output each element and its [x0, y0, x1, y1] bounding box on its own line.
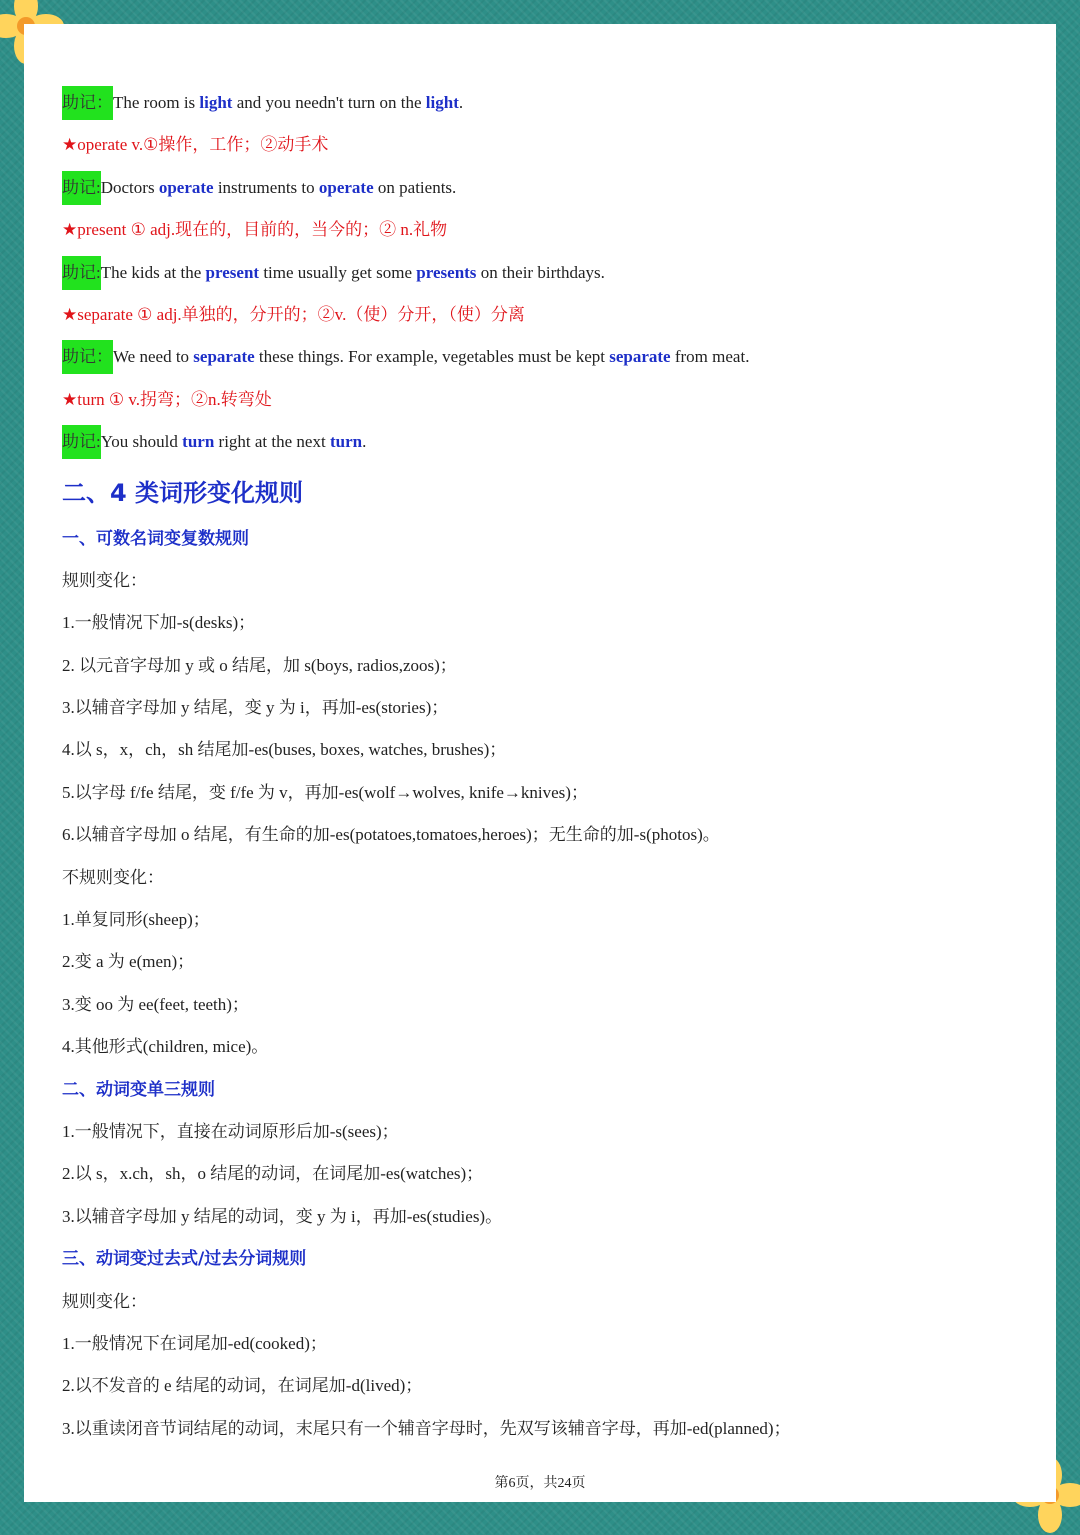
- keyword: operate: [318, 177, 374, 197]
- document-page: [24, 24, 1056, 1502]
- vocab-entry-present: ★present ① adj.现在的，目前的，当今的；② n.礼物: [62, 220, 448, 240]
- rule-item: 3.以辅音字母加 y 结尾的动词，变 y 为 i，再加-es(studies)。: [62, 1206, 503, 1226]
- text: time usually get some: [259, 262, 417, 282]
- mnemonic-tag: 助记:: [62, 256, 101, 290]
- text: on their birthdays.: [476, 262, 605, 282]
- keyword: turn: [329, 432, 363, 452]
- rule-item: 2.变 a 为 e(men)；: [62, 952, 195, 972]
- subsection-title-past-tense: 三、动词变过去式/过去分词规则: [62, 1249, 307, 1270]
- regular-label: 规则变化：: [62, 570, 147, 590]
- keyword: light: [199, 93, 233, 112]
- mnemonic-tag: 助记:: [62, 171, 101, 205]
- text: The room is: [113, 93, 200, 112]
- mnemonic-tag: 助记：: [62, 86, 113, 120]
- text: Doctors: [100, 177, 159, 197]
- vocab-entry-separate: ★separate ① adj.单独的，分开的；②v.（使）分开，（使）分离: [62, 304, 525, 324]
- mnemonic-line-present: [62, 252, 1032, 294]
- vocab-entry-operate: ★operate v.①操作，工作；②动手术: [62, 135, 329, 155]
- keyword: separate: [609, 347, 671, 367]
- text: from meat.: [670, 347, 750, 367]
- text: instruments to: [213, 177, 319, 197]
- text: on patients.: [373, 177, 457, 197]
- mnemonic-line-light: [62, 82, 1032, 124]
- rule-item: 2. 以元音字母加 y 或 o 结尾，加 s(boys, radios,zoos)；: [62, 655, 457, 675]
- rule-item: 1.单复同形(sheep)；: [62, 910, 210, 930]
- text: The kids at the: [100, 262, 206, 282]
- rule-item: 4.以 s，x，ch，sh 结尾加-es(buses, boxes, watches, brushes)；: [62, 740, 507, 760]
- rule-item: 1.一般情况下加-s(desks)；: [62, 613, 256, 633]
- rule-item: 3.以重读闭音节词结尾的动词，末尾只有一个辅音字母时，先双写该辅音字母，再加-ed(planned)；: [62, 1418, 791, 1438]
- subsection-title-third-person: 二、动词变单三规则: [62, 1079, 215, 1100]
- page-number: 第6页，共24页: [494, 1476, 586, 1491]
- keyword: separate: [193, 347, 255, 367]
- rule-item: 5.以字母 f/fe 结尾，变 f/fe 为 v，再加-es(wolf→wolves, knife→knives)；: [62, 782, 588, 802]
- rule-item: 3.以辅音字母加 y 结尾，变 y 为 i，再加-es(stories)；: [62, 698, 449, 718]
- rule-item: 1.一般情况下，直接在动词原形后加-s(sees)；: [62, 1121, 399, 1141]
- text: and you needn't turn on the: [232, 93, 426, 112]
- mnemonic-line-turn: [62, 421, 1032, 463]
- text: .: [362, 432, 367, 452]
- rule-item: 6.以辅音字母加 o 结尾，有生命的加-es(potatoes,tomatoes,heroes)；无生命的加-s(photos)。: [62, 825, 720, 845]
- mnemonic-line-separate: [62, 336, 1032, 378]
- text: .: [458, 93, 464, 112]
- text: We need to: [113, 347, 194, 367]
- keyword: operate: [158, 177, 214, 197]
- text: You should: [100, 432, 183, 452]
- section-title: 二、4 类词形变化规则: [62, 478, 304, 507]
- regular-label: 规则变化：: [62, 1291, 147, 1311]
- keyword: presents: [416, 262, 477, 282]
- mnemonic-line-operate: [62, 167, 1032, 209]
- page-content: [62, 82, 1032, 1450]
- rule-item: 2.以不发音的 e 结尾的动词，在词尾加-d(lived)；: [62, 1376, 423, 1396]
- rule-item: 2.以 s，x.ch，sh，o 结尾的动词，在词尾加-es(watches)；: [62, 1164, 484, 1184]
- keyword: present: [205, 262, 260, 282]
- keyword: turn: [182, 432, 215, 452]
- text: these things. For example, vegetables must be kept: [254, 347, 610, 367]
- mnemonic-tag: 助记:: [62, 425, 101, 459]
- subsection-title-plural-nouns: 一、可数名词变复数规则: [62, 528, 249, 549]
- rule-item: 1.一般情况下在词尾加-ed(cooked)；: [62, 1333, 327, 1353]
- rule-item: 4.其他形式(children, mice)。: [62, 1037, 269, 1057]
- vocab-entry-turn: ★turn ① v.拐弯；②n.转弯处: [62, 389, 272, 409]
- keyword: light: [425, 93, 459, 112]
- text: right at the next: [214, 432, 330, 452]
- rule-item: 3.变 oo 为 ee(feet, teeth)；: [62, 994, 249, 1014]
- mnemonic-tag: 助记：: [62, 340, 113, 374]
- irregular-label: 不规则变化：: [62, 867, 164, 887]
